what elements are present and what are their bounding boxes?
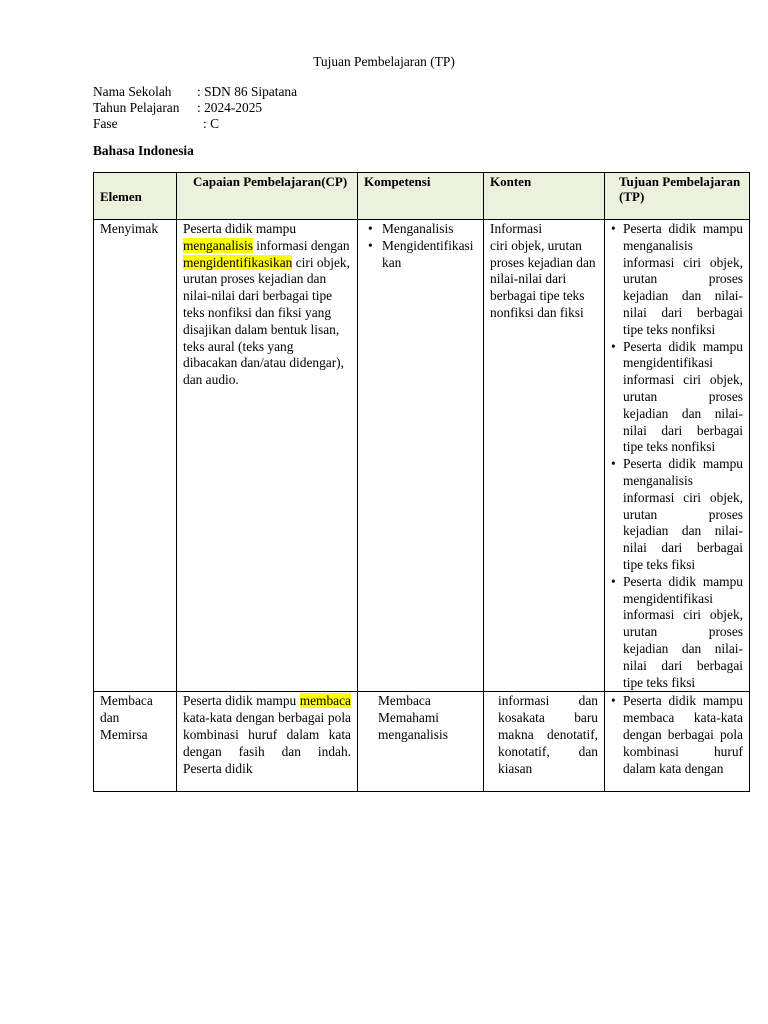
header-capaian-pembelajaran: Capaian Pembelajaran(CP) (177, 173, 358, 220)
info-row-school (93, 84, 297, 100)
bullet-icon: • (368, 237, 373, 253)
list-item: • Mengidentifikasikan (368, 237, 474, 270)
kompetensi-cell (358, 220, 484, 692)
table-header-row (94, 173, 750, 220)
elemen-cell: Menyimak (94, 220, 177, 692)
bullet-icon: • (611, 221, 616, 236)
info-row-year (93, 100, 297, 116)
bullet-icon: • (611, 693, 616, 709)
academic-year-value: : 2024-2025 (197, 100, 263, 115)
cp-text: kata-kata dengan berbagai pola kombinasi huruf dalam kata dengan fasih dan indah. Peserta didik (183, 710, 351, 776)
highlighted-text: membaca (299, 693, 351, 709)
kompetensi-line: Memahami (378, 710, 439, 726)
highlighted-text: mengidentifikasikan (183, 254, 293, 270)
phase-label: Fase (93, 116, 118, 131)
konten-line: ciri objek, urutan proses kejadian dan nilai-nilai dari berbagai tipe teks nonfiksi dan fiksi (490, 237, 596, 320)
list-item: • Peserta didik mampu mengidentifikasi informasi ciri objek, urutan proses kejadian dan nilai-nilai dari berbagai tipe teks fiksi (611, 573, 743, 690)
tp-cell (605, 220, 750, 692)
bullet-icon: • (368, 221, 373, 236)
konten-cell (484, 220, 605, 692)
konten-line: Informasi (490, 221, 543, 236)
info-row-phase (93, 116, 297, 132)
cp-cell (177, 220, 358, 692)
bullet-icon: • (611, 456, 616, 472)
tp-cell (605, 692, 750, 792)
list-item: • Peserta didik mampu menganalisis informasi ciri objek, urutan proses kejadian dan nilai-nilai dari berbagai tipe teks fiksi (611, 456, 743, 572)
page-bottom-margin (0, 924, 768, 1024)
cp-text: Peserta didik mampu (183, 693, 300, 709)
header-tujuan-pembelajaran: Tujuan Pembelajaran (TP) (605, 173, 750, 220)
cp-text: Peserta didik mampu (183, 221, 297, 236)
list-item: • Menganalisis (368, 221, 454, 236)
phase-value: : C (203, 116, 219, 131)
tp-list (611, 693, 743, 777)
document-title: Tujuan Pembelajaran (TP) (313, 54, 455, 69)
cp-text: ciri objek, urutan proses kejadian dan nilai-nilai dari berbagai tipe teks nonfiksi dan fiksi yang disajikan dalam bentuk lisan, teks aural (teks yang dibacakan dan/atau didengar), dan audio. (183, 254, 350, 388)
elemen-cell: Membaca dan Memirsa (94, 692, 177, 792)
list-item: • Peserta didik mampu membaca kata-kata dengan berbagai pola kombinasi huruf dalam kata dengan (611, 693, 743, 776)
learning-objectives-table (93, 172, 750, 792)
header-kompetensi: Kompetensi (358, 173, 484, 220)
list-item: • Peserta didik mampu mengidentifikasi informasi ciri objek, urutan proses kejadian dan nilai-nilai dari berbagai tipe teks nonfiksi (611, 338, 743, 455)
bullet-icon: • (611, 573, 616, 589)
header-elemen: Elemen (94, 173, 177, 220)
kompetensi-line: Membaca (378, 693, 431, 709)
kompetensi-list (364, 221, 477, 271)
list-item: • Peserta didik mampu menganalisis informasi ciri objek, urutan proses kejadian dan nilai-nilai dari berbagai tipe teks nonfiksi (611, 221, 743, 337)
academic-year-label: Tahun Pelajaran (93, 100, 180, 115)
school-name-label: Nama Sekolah (93, 84, 172, 99)
kompetensi-line: menganalisis (378, 726, 448, 742)
cp-text: informasi dengan (252, 237, 350, 253)
kompetensi-cell (358, 692, 484, 792)
header-konten: Konten (484, 173, 605, 220)
konten-text: informasi dan kosakata baru makna denotatif, konotatif, dan kiasan (498, 693, 598, 776)
konten-cell (484, 692, 605, 792)
highlighted-text: menganalisis (183, 237, 253, 253)
school-name-value: : SDN 86 Sipatana (197, 84, 298, 99)
tp-list (611, 221, 743, 691)
table-row (94, 692, 750, 792)
subject-heading: Bahasa Indonesia (93, 143, 194, 158)
cp-cell (177, 692, 358, 792)
table-row (94, 220, 750, 692)
bullet-icon: • (611, 338, 616, 354)
school-info (93, 84, 297, 132)
